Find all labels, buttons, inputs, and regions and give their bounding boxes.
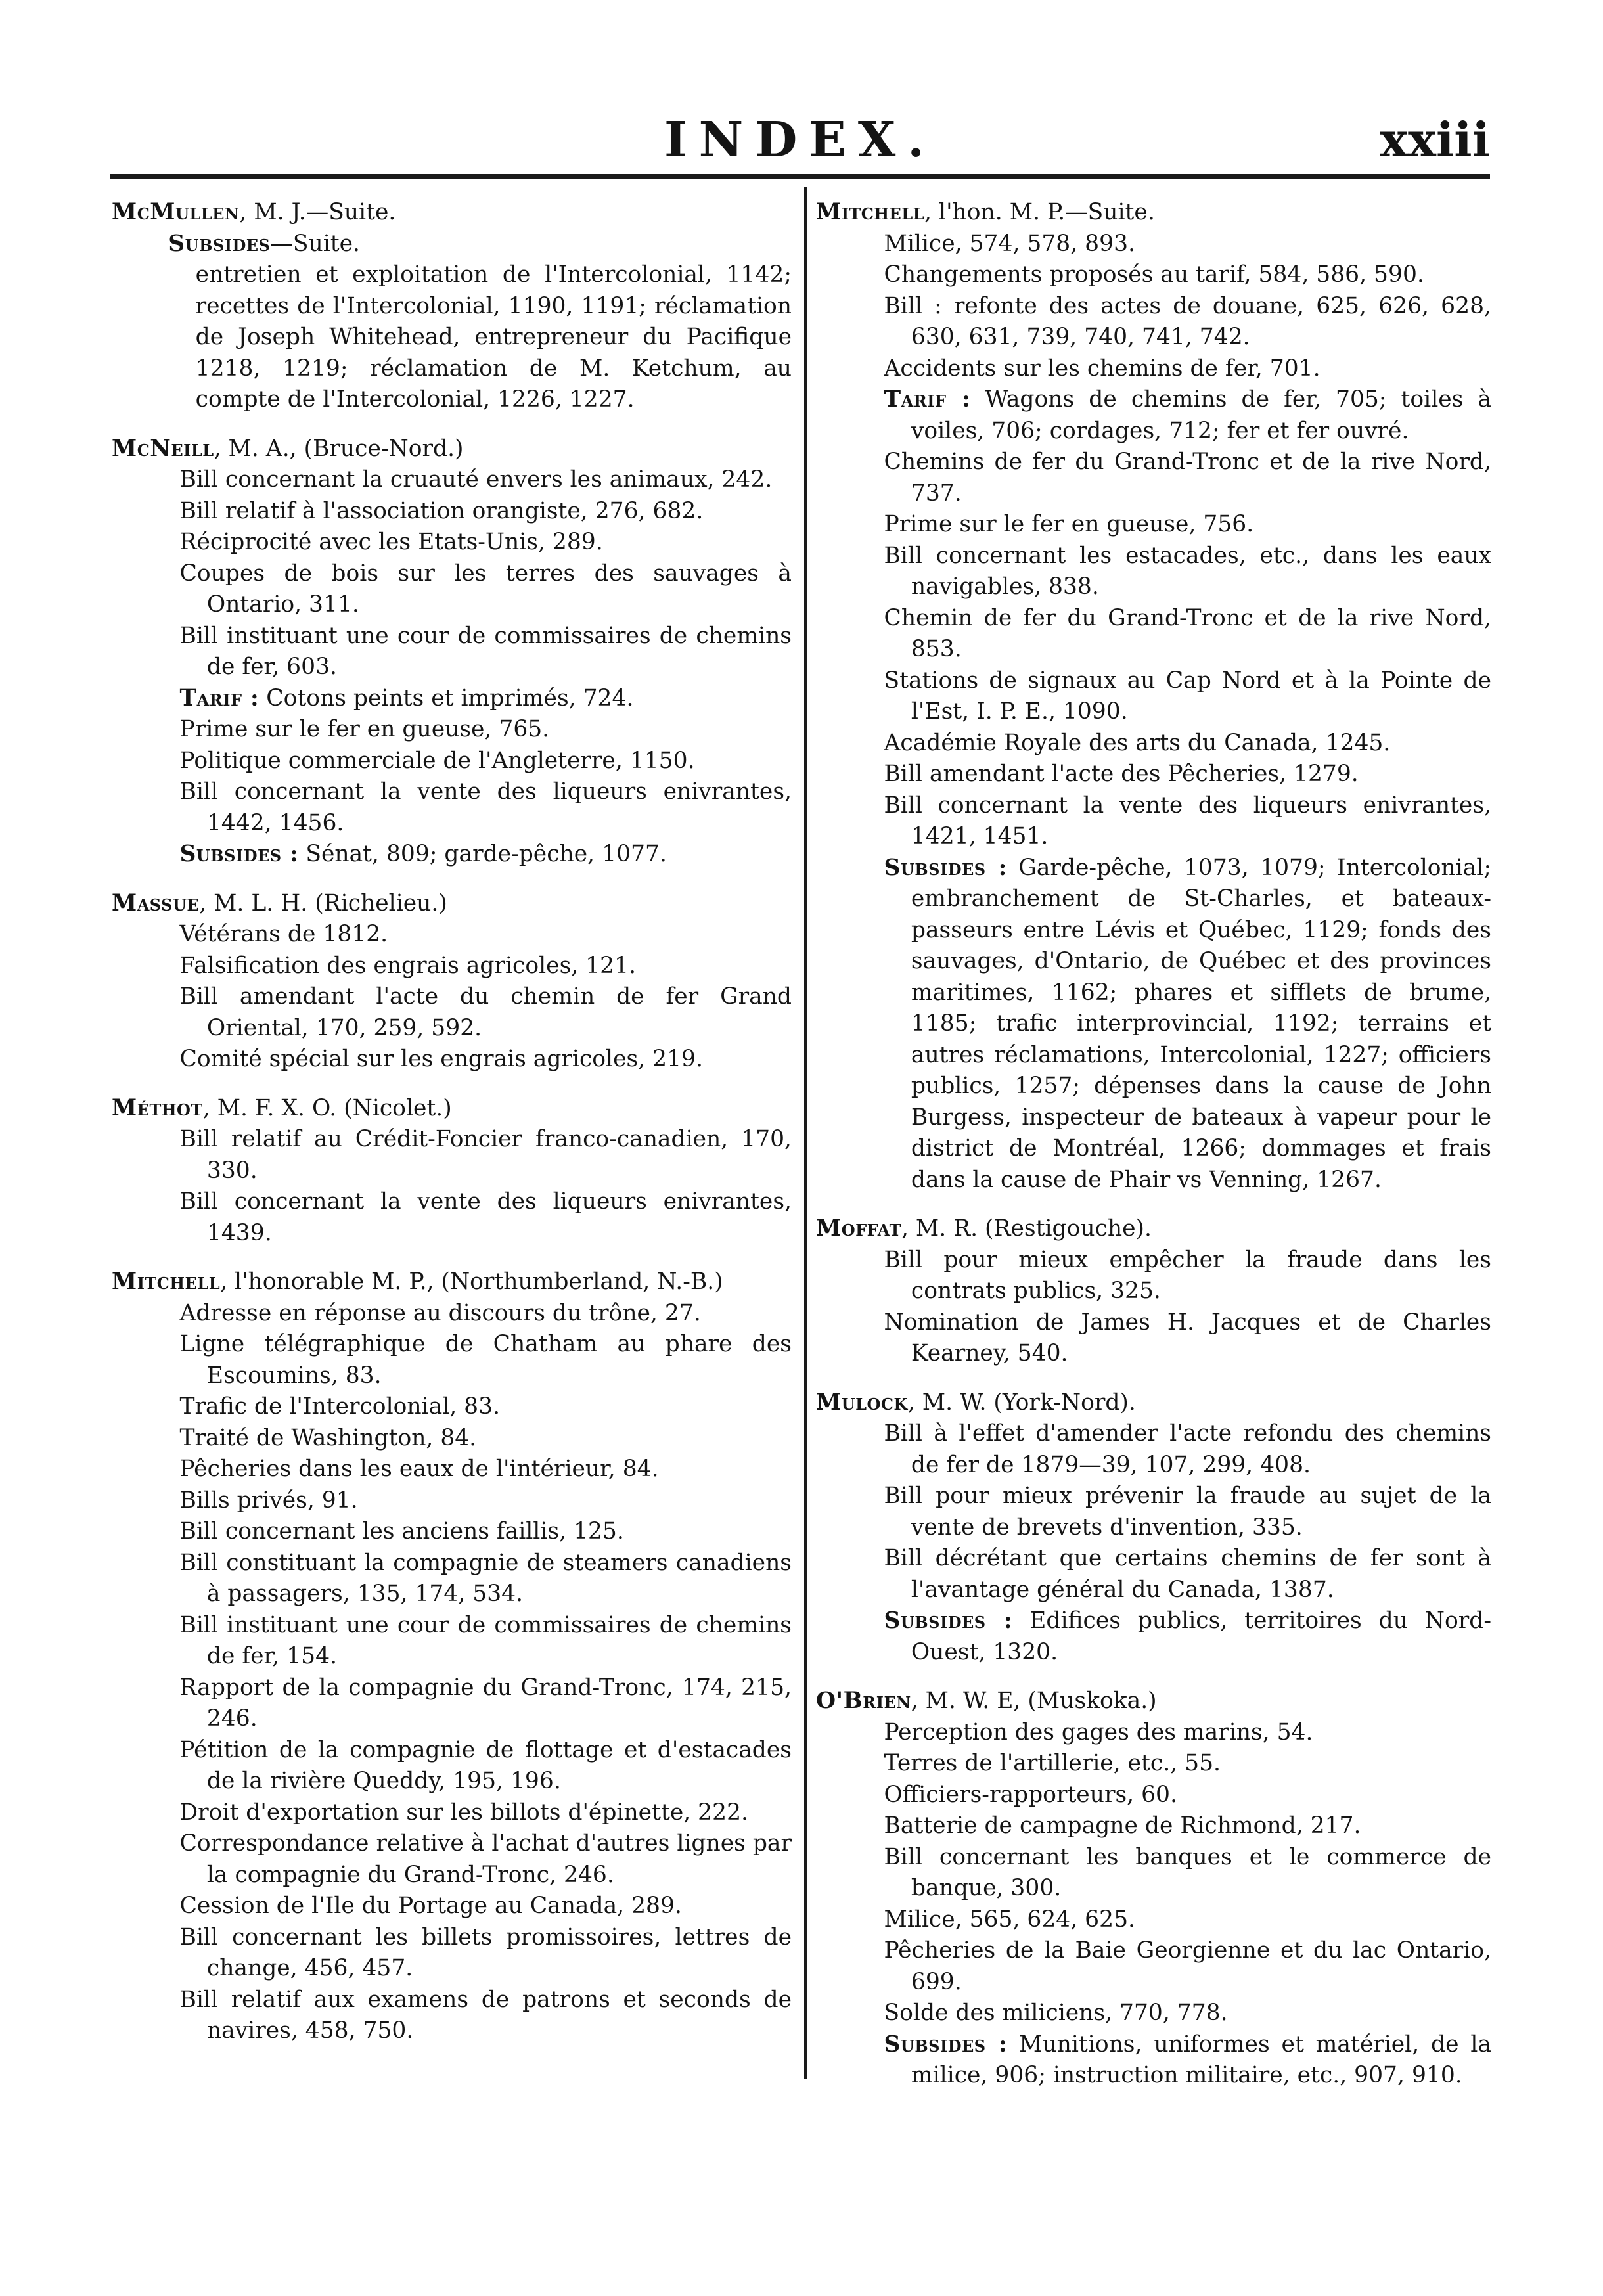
subsides-text: Edifices publics, territoires du Nord-Ouest, 1320. [911,1608,1491,1665]
subsides-item [872,2029,1491,2092]
index-item: Solde des miliciens, 770, 778. [884,2000,1228,2026]
entry-heading [112,1093,792,1125]
index-entry-mitchell [112,1267,792,2047]
entry-name: McNeill [112,435,214,462]
index-item: Pêcheries de la Baie Georgienne et du lac Ontario, 699. [884,1937,1491,1995]
index-entry-methot [112,1093,792,1249]
index-item: Cession de l'Ile du Portage au Canada, 289. [179,1893,682,1919]
index-item: Adresse en réponse au discours du trône, 27. [179,1299,701,1326]
tarif-text: Wagons de chemins de fer, 705; toiles à voiles, 706; cordages, 712; fer et fer ouvré. [911,386,1491,444]
subsides-label: Subsides : [884,854,1007,881]
index-item: Nomination de James H. Jacques et de Charles Kearney, 540. [884,1309,1491,1366]
page-number: xxiii [1380,112,1490,168]
index-item: Prime sur le fer en gueuse, 765. [179,716,550,742]
index-item: Perception des gages des marins, 54. [884,1719,1313,1745]
entry-detail: , l'hon. M. P.—Suite. [924,199,1155,225]
index-item: Trafic de l'Intercolonial, 83. [179,1393,501,1420]
index-item: Chemin de fer du Grand-Tronc et de la rive Nord, 853. [884,604,1491,662]
index-entry-mcneill [112,434,792,870]
index-item: Falsification des engrais agricoles, 121. [179,952,637,979]
index-item: Pêcheries dans les eaux de l'intérieur, 84. [179,1456,659,1482]
index-item: Bills privés, 91. [179,1487,358,1514]
entry-heading [816,1686,1491,1717]
index-item: Bill à l'effet d'amender l'acte refondu des chemins de fer de 1879—39, 107, 299, 408. [884,1420,1491,1478]
subsides-label: Subsides : [884,2031,1008,2058]
index-item: Bill amendant l'acte du chemin de fer Grand Oriental, 170, 259, 592. [179,983,792,1041]
subsides-item [168,839,792,870]
index-item: Traité de Washington, 84. [179,1424,477,1451]
index-entry-moffat [816,1213,1491,1370]
tarif-item [872,384,1491,447]
index-item: Bill concernant les billets promissoires, lettres de change, 456, 457. [179,1924,792,1981]
index-item: Bill relatif aux examens de patrons et seconds de navires, 458, 750. [179,1986,792,2044]
index-item: Terres de l'artillerie, etc., 55. [884,1750,1221,1776]
left-column [112,197,792,2065]
entry-heading [112,197,792,229]
index-entry-mulock [816,1387,1491,1669]
index-item: Bill : refonte des actes de douane, 625, 626, 628, 630, 631, 739, 740, 741, 742. [884,292,1491,350]
index-entry-mitchell-continued [816,197,1491,1196]
entry-detail: , M. A., (Bruce-Nord.) [214,435,464,462]
column-divider [804,187,807,2079]
entry-name: Mulock [816,1389,908,1416]
index-item: Bill amendant l'acte des Pêcheries, 1279. [884,761,1359,787]
index-item: Bill pour mieux empêcher la fraude dans les contrats publics, 325. [884,1246,1491,1304]
entry-detail: , M. J.—Suite. [239,199,396,225]
entry-detail: , M. R. (Restigouche). [901,1215,1152,1242]
index-item: Milice, 565, 624, 625. [884,1906,1135,1933]
index-entry-massue [112,888,792,1075]
index-item: Bill concernant les estacades, etc., dans les eaux navigables, 838. [884,542,1491,600]
index-item: Prime sur le fer en gueuse, 756. [884,511,1254,537]
index-item: Académie Royale des arts du Canada, 1245. [884,729,1391,756]
tarif-label: Tarif : [179,685,260,711]
index-item: Bill instituant une cour de commissaires de chemins de fer, 603. [179,622,792,680]
entry-detail: , M. F. X. O. (Nicolet.) [202,1094,452,1121]
index-item: Officiers-rapporteurs, 60. [884,1781,1177,1808]
subsides-heading [168,229,792,260]
index-item: Stations de signaux au Cap Nord et à la Pointe de l'Est, I. P. E., 1090. [884,667,1491,725]
index-item: Coupes de bois sur les terres des sauvages à Ontario, 311. [179,560,792,618]
index-item: Comité spécial sur les engrais agricoles, 219. [179,1046,703,1072]
entry-heading [112,434,792,465]
subsides-text: Munitions, uniformes et matériel, de la milice, 906; instruction militaire, etc., 907, 910. [911,2031,1491,2088]
entry-heading [816,197,1491,229]
index-item: Bill concernant les anciens faillis, 125. [179,1518,624,1544]
entry-name: Massue [112,889,200,916]
index-item: Bill relatif au Crédit-Foncier franco-canadien, 170, 330. [179,1126,792,1184]
index-item: Bill concernant la vente des liqueurs enivrantes, 1439. [179,1188,792,1246]
index-item: Réciprocité avec les Etats-Unis, 289. [179,529,603,555]
index-item: Changements proposés au tarif, 584, 586, 590. [884,261,1424,288]
index-entry-obrien [816,1686,1491,2092]
entry-heading [816,1213,1491,1245]
index-item: Bill décrétant que certains chemins de fer sont à l'avantage général du Canada, 1387. [884,1545,1491,1603]
index-item: Bill constituant la compagnie de steamers canadiens à passagers, 135, 174, 534. [179,1549,792,1607]
entry-name: Mitchell [112,1269,221,1295]
entry-heading [112,1267,792,1298]
entry-detail: , l'honorable M. P., (Northumberland, N.-B.) [220,1269,723,1295]
page-title: INDEX. [664,112,936,168]
entry-name: Moffat [816,1215,901,1242]
tarif-label: Tarif : [884,386,971,413]
index-item: Bill concernant les banques et le commerce de banque, 300. [884,1843,1491,1901]
index-item: Bill concernant la vente des liqueurs enivrantes, 1421, 1451. [884,792,1491,849]
subsides-label: Subsides [168,230,271,257]
index-item: Chemins de fer du Grand-Tronc et de la rive Nord, 737. [884,449,1491,506]
right-column [816,197,1491,2109]
index-item: Correspondance relative à l'achat d'autres lignes par la compagnie du Grand-Tronc, 246. [179,1830,792,1888]
subsides-section [168,229,792,416]
index-item: Bill relatif à l'association orangiste, 276, 682. [179,497,704,524]
index-item: Accidents sur les chemins de fer, 701. [884,355,1321,382]
index-item: Bill pour mieux prévenir la fraude au sujet de la vente de brevets d'invention, 335. [884,1483,1491,1541]
subsides-label: Subsides : [884,1608,1013,1634]
index-item: Droit d'exportation sur les billots d'épinette, 222. [179,1799,748,1826]
index-item: Ligne télégraphique de Chatham au phare des Escoumins, 83. [179,1331,792,1389]
subsides-text: Garde-pêche, 1073, 1079; Intercolonial; embranchement de St-Charles, et bateaux-passeurs entre Lévis et Québec, 1129; fonds des sauvages, d'Ontario, de Québec et des provinces maritimes, 1162; phares et sifflets de brume, 1185; trafic interprovincial, 1192; terrains et autres réclamations, Intercolonial, 1227; officiers publics, 1257; dépenses dans la cause de John Burgess, inspecteur de bateaux à vapeur pour le district de Montréal, 1266; dommages et frais dans la cause de Phair vs Venning, 1267. [911,854,1492,1193]
entry-heading [112,888,792,920]
entry-detail: , M. W. E, (Muskoka.) [911,1688,1157,1714]
index-item: Politique commerciale de l'Angleterre, 1150. [179,747,695,774]
subsides-label: Subsides : [179,841,299,867]
subsides-continued: —Suite. [270,230,361,257]
subsides-item [872,1606,1491,1668]
index-item: Rapport de la compagnie du Grand-Tronc, 174, 215, 246. [179,1674,792,1732]
index-item: Batterie de campagne de Richmond, 217. [884,1812,1361,1839]
subsides-text: Sénat, 809; garde-pêche, 1077. [298,841,667,867]
entry-name: Méthot [112,1094,203,1121]
entry-name: Mitchell [816,199,925,225]
entry-detail: , M. L. H. (Richelieu.) [199,889,447,916]
entry-name: O'Brien [816,1688,911,1714]
entry-detail: , M. W. (York-Nord). [907,1389,1136,1416]
subsides-text: entretien et exploitation de l'Intercolonial, 1142; recettes de l'Intercolonial, 1190, 1191; réclamation de Joseph Whitehead, entrepreneur du Pacifique 1218, 1219; réclamation de M. Ketchum, au compte de l'Intercolonial, 1226, 1227. [195,261,792,413]
index-item: Pétition de la compagnie de flottage et d'estacades de la rivière Queddy, 195, 196. [179,1736,792,1794]
index-entry-mcmullen [112,197,792,416]
entry-heading [816,1387,1491,1419]
header-rule [110,174,1490,179]
entry-name: McMullen [112,199,240,225]
index-item: Milice, 574, 578, 893. [884,230,1135,257]
index-item: Vétérans de 1812. [179,921,388,947]
index-item: Bill instituant une cour de commissaires de chemins de fer, 154. [179,1611,792,1669]
subsides-item [872,853,1491,1196]
index-item: Bill concernant la cruauté envers les animaux, 242. [179,466,773,493]
index-item: Bill concernant la vente des liqueurs enivrantes, 1442, 1456. [179,778,792,836]
tarif-text: Cotons peints et imprimés, 724. [259,685,634,711]
tarif-item [168,683,792,715]
